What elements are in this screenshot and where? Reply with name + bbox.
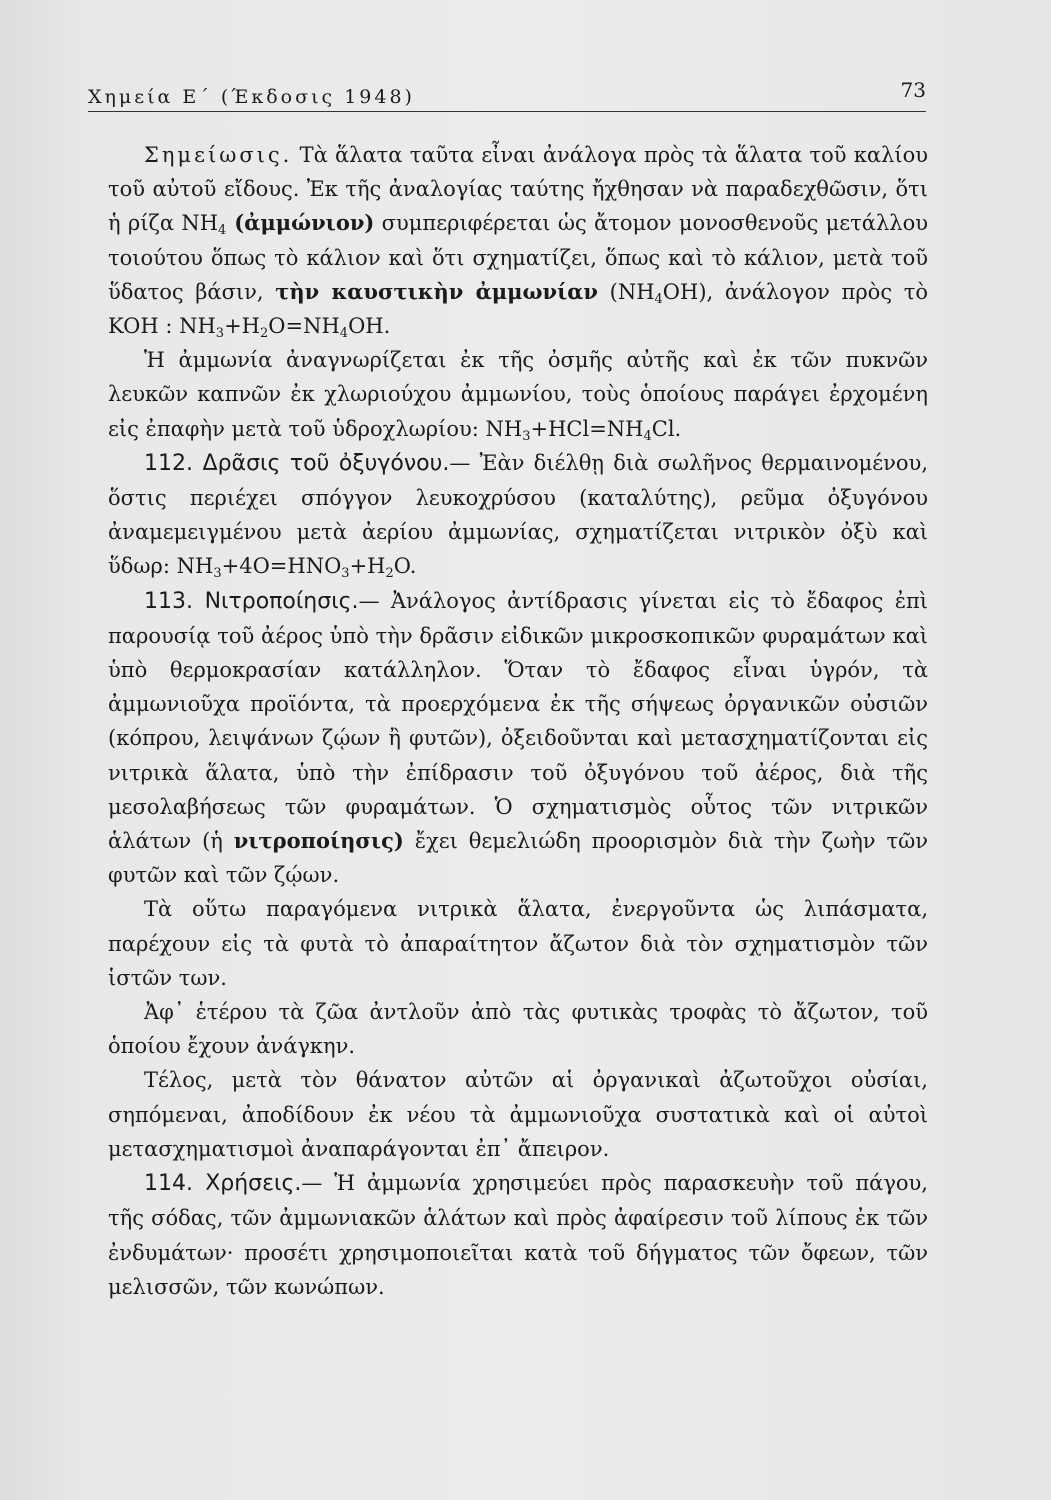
- page-header: [88, 78, 926, 108]
- section-114-heading: 114. Χρήσεις.: [144, 1171, 302, 1197]
- section-112: 112. Δρᾶσις τοῦ ὀξυγόνου.— Ἐὰν διέλθῃ διὰ σωλῆνος θερμαινομένου, ὅστις περιέχει σπόγγον λευκοχρύσου (καταλύτης), ρεῦμα ὀξυγόνου ἀναμεμειγμένου μετὰ ἀερίου ἀμμωνίας, σχηματίζεται νιτρικὸν ὀξὺ καὶ ὕδωρ: $NH_3+4O=HNO_3+H_2O$.: [108, 450, 928, 582]
- note-lead: Σημείωσις.: [144, 143, 293, 167]
- page-number: 73: [900, 78, 926, 102]
- note-paragraph: Σημείωσις. Τὰ ἅλατα ταῦτα εἶναι ἀνάλογα πρὸς τὰ ἅλατα τοῦ καλίου τοῦ αὐτοῦ εἴδους. Ἐκ τῆς ἀναλογίας ταύτης ἤχθησαν νὰ παραδεχθῶσιν, ὅτι ἡ ρίζα $NH_4$ (ἀμμώνιον) συμπεριφέρεται ὡς ἄτομον μονοσθενοῦς μετάλλου τοιούτου ὅπως τὸ κάλιον καὶ ὅτι σχηματίζει, ὅπως καὶ τὸ κάλιον, μετὰ τοῦ ὕδατος βάσιν, τὴν καυστικὴν ἀμμωνίαν $(NH_4OH)$, ἀνάλογον πρὸς τὸ KOH : $NH_3+H_2O=NH_4OH$.: [108, 143, 929, 342]
- animals-paragraph: Ἀφ᾽ ἑτέρου τὰ ζῶα ἀντλοῦν ἀπὸ τὰς φυτικὰς τροφὰς τὸ ἄζωτον, τοῦ ὁποίου ἔχουν ἀνάγκην.: [108, 1000, 928, 1059]
- section-114: 114. Χρήσεις.— Ἡ ἀμμωνία χρησιμεύει πρὸς παρασκευὴν τοῦ πάγου, τῆς σόδας, τῶν ἀμμωνιακῶν ἁλάτων καὶ πρὸς ἀφαίρεσιν τοῦ λίπους ἐκ τῶν ἐνδυμάτων· προσέτι χρησιμοποιεῖται κατὰ τοῦ δήγματος τῶν ὄφεων, τῶν μελισσῶν, τῶν κωνώπων.: [108, 1171, 928, 1299]
- fertilizer-paragraph: Τὰ οὕτω παραγόμενα νιτρικὰ ἅλατα, ἐνεργοῦντα ὡς λιπάσματα, παρέχουν εἰς τὰ φυτὰ τὸ ἀπαραίτητον ἄζωτον διὰ τὸν σχηματισμὸν τῶν ἱστῶν των.: [108, 897, 928, 990]
- header-rule: [88, 111, 926, 112]
- page-body: [108, 138, 928, 1304]
- section-112-heading: 112. Δρᾶσις τοῦ ὀξυγόνου.: [144, 450, 450, 476]
- decay-paragraph: Τέλος, μετὰ τὸν θάνατον αὐτῶν αἱ ὀργανικαὶ ἀζωτοῦχοι οὐσίαι, σηπόμεναι, ἀποδίδουν ἐκ νέου τὰ ἀμμωνιοῦχα συστατικὰ καὶ οἱ αὐτοὶ μετασχηματισμοὶ ἀναπαράγονται ἐπ᾽ ἄπειρον.: [108, 1068, 928, 1161]
- section-113-heading: 113. Νιτροποίησις.: [144, 588, 359, 614]
- running-title: Χημεία Ε΄ (Έκδοσις 1948): [88, 86, 415, 108]
- ammonia-detection-paragraph: Ἡ ἀμμωνία ἀναγνωρίζεται ἐκ τῆς ὀσμῆς αὐτῆς καὶ ἐκ τῶν πυκνῶν λευκῶν καπνῶν ἐκ χλωριούχου ἀμμωνίου, τοὺς ὁποίους παράγει ἐρχομένη εἰς ἐπαφὴν μετὰ τοῦ ὑδροχλωρίου: $NH_3+HCl=NH_4Cl$.: [108, 348, 928, 444]
- section-113: 113. Νιτροποίησις.— Ἀνάλογος ἀντίδρασις γίνεται εἰς τὸ ἔδαφος ἐπὶ παρουσίᾳ τοῦ ἀέρος ὑπὸ τὴν δρᾶσιν εἰδικῶν μικροσκοπικῶν φυραμάτων καὶ ὑπὸ θερμοκρασίαν κατάλληλον. Ὅταν τὸ ἔδαφος εἶναι ὑγρόν, τὰ ἀμμωνιοῦχα προϊόντα, τὰ προερχόμενα ἐκ τῆς σήψεως ὀργανικῶν οὐσιῶν (κόπρου, λειψάνων ζῴων ἢ φυτῶν), ὀξειδοῦνται καὶ μετασχηματίζονται εἰς νιτρικὰ ἅλατα, ὑπὸ τὴν ἐπίδρασιν τοῦ ὀξυγόνου τοῦ ἀέρος, διὰ τῆς μεσολαβήσεως τῶν φυραμάτων. Ὁ σχηματισμὸς οὗτος τῶν νιτρικῶν ἁλάτων (ἡ νιτροποίησις) ἔχει θεμελιώδη προορισμὸν διὰ τὴν ζωὴν τῶν φυτῶν καὶ τῶν ζῴων.: [108, 588, 929, 888]
